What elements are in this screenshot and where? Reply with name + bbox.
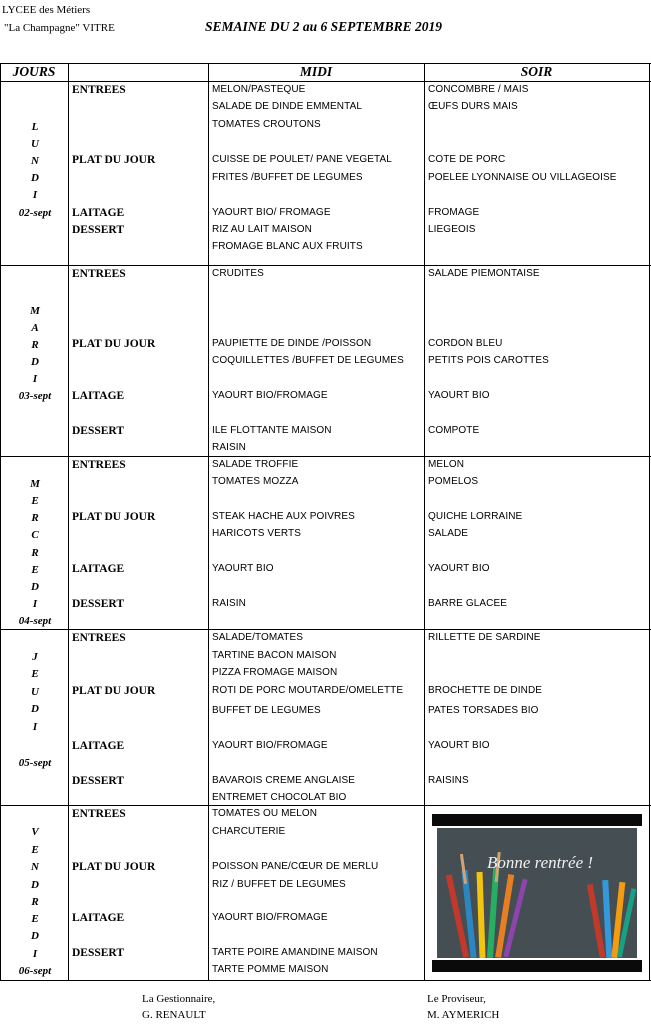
day-letter: C bbox=[31, 529, 39, 541]
day-letter: N bbox=[31, 861, 39, 873]
soir-item: YAOURT BIO bbox=[428, 390, 490, 401]
day-letter: V bbox=[31, 826, 39, 838]
category-plat: PLAT DU JOUR bbox=[72, 338, 156, 350]
school-subtitle: "La Champagne" VITRE bbox=[4, 22, 115, 34]
day-letter: I bbox=[32, 373, 38, 385]
midi-item: RAISIN bbox=[212, 442, 246, 453]
soir-item: RAISINS bbox=[428, 775, 469, 786]
midi-item: STEAK HACHE AUX POIVRES bbox=[212, 511, 355, 522]
day-letter: M bbox=[30, 478, 40, 490]
day-date: 04-sept bbox=[18, 615, 52, 627]
day-letter: I bbox=[32, 721, 38, 733]
midi-item: TOMATES CROUTONS bbox=[212, 119, 321, 130]
day-letter: D bbox=[31, 581, 39, 593]
midi-item: FROMAGE BLANC AUX FRUITS bbox=[212, 241, 363, 252]
chalkboard-pencils-illustration bbox=[432, 814, 642, 972]
soir-item: SALADE bbox=[428, 528, 469, 539]
midi-item: ROTI DE PORC MOUTARDE/OMELETTE bbox=[212, 685, 404, 696]
midi-item: TARTINE BACON MAISON bbox=[212, 650, 337, 661]
category-plat: PLAT DU JOUR bbox=[72, 511, 156, 523]
category-laitage: LAITAGE bbox=[72, 390, 125, 402]
soir-item: CONCOMBRE / MAIS bbox=[428, 84, 529, 95]
day-letter: R bbox=[31, 512, 39, 524]
soir-item: MELON bbox=[428, 459, 465, 470]
day-letter: M bbox=[30, 305, 40, 317]
category-laitage: LAITAGE bbox=[72, 563, 125, 575]
column-header-jours: JOURS bbox=[12, 64, 56, 79]
day-date: 02-sept bbox=[18, 207, 52, 219]
midi-item: TOMATES OU MELON bbox=[212, 808, 318, 819]
day-letter: D bbox=[31, 356, 39, 368]
midi-item: RAISIN bbox=[212, 598, 246, 609]
soir-item: RILLETTE DE SARDINE bbox=[428, 632, 541, 643]
category-laitage: LAITAGE bbox=[72, 740, 125, 752]
midi-item: YAOURT BIO/FROMAGE bbox=[212, 912, 328, 923]
day-letter: D bbox=[31, 879, 39, 891]
midi-item: MELON/PASTEQUE bbox=[212, 84, 306, 95]
page-title: SEMAINE DU 2 au 6 SEPTEMBRE 2019 bbox=[205, 19, 443, 34]
category-entrees: ENTREES bbox=[72, 632, 126, 644]
category-laitage: LAITAGE bbox=[72, 912, 125, 924]
midi-item: CRUDITES bbox=[212, 268, 264, 279]
category-plat: PLAT DU JOUR bbox=[72, 685, 156, 697]
bonne-rentree-text: Bonne rentrée ! bbox=[486, 853, 594, 872]
midi-item: YAOURT BIO/FROMAGE bbox=[212, 390, 328, 401]
midi-item: ILE FLOTTANTE MAISON bbox=[212, 425, 332, 436]
gestionnaire-name: G. RENAULT bbox=[142, 1009, 206, 1021]
soir-item: PETITS POIS CAROTTES bbox=[428, 355, 549, 366]
midi-item: CUISSE DE POULET/ PANE VEGETAL bbox=[212, 154, 392, 165]
soir-item: POMELOS bbox=[428, 476, 479, 487]
soir-item: ŒUFS DURS MAIS bbox=[428, 101, 518, 112]
midi-item: TARTE POIRE AMANDINE MAISON bbox=[212, 947, 378, 958]
soir-item: CORDON BLEU bbox=[428, 338, 503, 349]
day-date: 03-sept bbox=[18, 390, 52, 402]
category-entrees: ENTREES bbox=[72, 268, 126, 280]
category-laitage: LAITAGE bbox=[72, 207, 125, 219]
midi-item: HARICOTS VERTS bbox=[212, 528, 302, 539]
day-letter: E bbox=[31, 564, 39, 576]
day-letter: D bbox=[31, 930, 39, 942]
midi-item: TOMATES MOZZA bbox=[212, 476, 299, 487]
soir-item: BARRE GLACEE bbox=[428, 598, 508, 609]
midi-item: COQUILLETTES /BUFFET DE LEGUMES bbox=[212, 355, 404, 366]
day-letter: U bbox=[31, 138, 39, 150]
midi-item: YAOURT BIO/ FROMAGE bbox=[212, 207, 331, 218]
soir-item: SALADE PIEMONTAISE bbox=[428, 268, 540, 279]
day-letter: N bbox=[31, 155, 39, 167]
category-dessert: DESSERT bbox=[72, 224, 125, 236]
soir-item: COTE DE PORC bbox=[428, 154, 506, 165]
day-letter: E bbox=[31, 913, 39, 925]
midi-item: PAUPIETTE DE DINDE /POISSON bbox=[212, 338, 372, 349]
category-dessert: DESSERT bbox=[72, 775, 125, 787]
day-letter: I bbox=[32, 598, 38, 610]
category-dessert: DESSERT bbox=[72, 598, 125, 610]
soir-item: BROCHETTE DE DINDE bbox=[428, 685, 543, 696]
soir-item: LIEGEOIS bbox=[428, 224, 476, 235]
day-letter: D bbox=[31, 703, 39, 715]
day-date: 05-sept bbox=[18, 757, 52, 769]
day-letter: E bbox=[31, 844, 39, 856]
soir-item: FROMAGE bbox=[428, 207, 480, 218]
day-letter: E bbox=[31, 668, 39, 680]
gestionnaire-role: La Gestionnaire, bbox=[142, 993, 216, 1005]
midi-item: SALADE/TOMATES bbox=[212, 632, 304, 643]
category-dessert: DESSERT bbox=[72, 947, 125, 959]
category-plat: PLAT DU JOUR bbox=[72, 154, 156, 166]
midi-item: BUFFET DE LEGUMES bbox=[212, 705, 321, 716]
midi-item: RIZ / BUFFET DE LEGUMES bbox=[212, 879, 346, 890]
day-letter: R bbox=[31, 896, 39, 908]
soir-item: YAOURT BIO bbox=[428, 740, 490, 751]
day-letter: J bbox=[32, 651, 38, 663]
midi-item: CHARCUTERIE bbox=[212, 826, 286, 837]
midi-item: ENTREMET CHOCOLAT BIO bbox=[212, 792, 347, 803]
day-letter: A bbox=[31, 322, 39, 334]
day-letter: R bbox=[31, 547, 39, 559]
midi-item: YAOURT BIO bbox=[212, 563, 274, 574]
midi-item: TARTE POMME MAISON bbox=[212, 964, 329, 975]
midi-item: SALADE TROFFIE bbox=[212, 459, 299, 470]
soir-item: QUICHE LORRAINE bbox=[428, 511, 523, 522]
day-letter: L bbox=[31, 121, 39, 133]
bonne-rentree-image bbox=[432, 814, 642, 972]
proviseur-role: Le Proviseur, bbox=[427, 993, 486, 1005]
midi-item: YAOURT BIO/FROMAGE bbox=[212, 740, 328, 751]
soir-item: PATES TORSADES BIO bbox=[428, 705, 539, 716]
day-letter: D bbox=[31, 172, 39, 184]
column-header-midi: MIDI bbox=[299, 64, 333, 79]
soir-item: YAOURT BIO bbox=[428, 563, 490, 574]
midi-item: PIZZA FROMAGE MAISON bbox=[212, 667, 338, 678]
day-letter: U bbox=[31, 686, 39, 698]
category-plat: PLAT DU JOUR bbox=[72, 861, 156, 873]
category-entrees: ENTREES bbox=[72, 459, 126, 471]
day-letter: I bbox=[32, 948, 38, 960]
category-entrees: ENTREES bbox=[72, 84, 126, 96]
soir-item: POELEE LYONNAISE OU VILLAGEOISE bbox=[428, 172, 617, 183]
category-entrees: ENTREES bbox=[72, 808, 126, 820]
proviseur-name: M. AYMERICH bbox=[427, 1009, 500, 1021]
midi-item: RIZ AU LAIT MAISON bbox=[212, 224, 312, 235]
midi-item: POISSON PANE/CŒUR DE MERLU bbox=[212, 861, 379, 872]
day-letter: I bbox=[32, 189, 38, 201]
soir-item: COMPOTE bbox=[428, 425, 480, 436]
midi-item: BAVAROIS CREME ANGLAISE bbox=[212, 775, 356, 786]
column-header-soir: SOIR bbox=[520, 64, 553, 79]
midi-item: SALADE DE DINDE EMMENTAL bbox=[212, 101, 363, 112]
category-dessert: DESSERT bbox=[72, 425, 125, 437]
day-letter: E bbox=[31, 495, 39, 507]
day-date: 06-sept bbox=[18, 965, 52, 977]
day-letter: R bbox=[31, 339, 39, 351]
midi-item: FRITES /BUFFET DE LEGUMES bbox=[212, 172, 363, 183]
school-name: LYCEE des Métiers bbox=[2, 4, 91, 16]
